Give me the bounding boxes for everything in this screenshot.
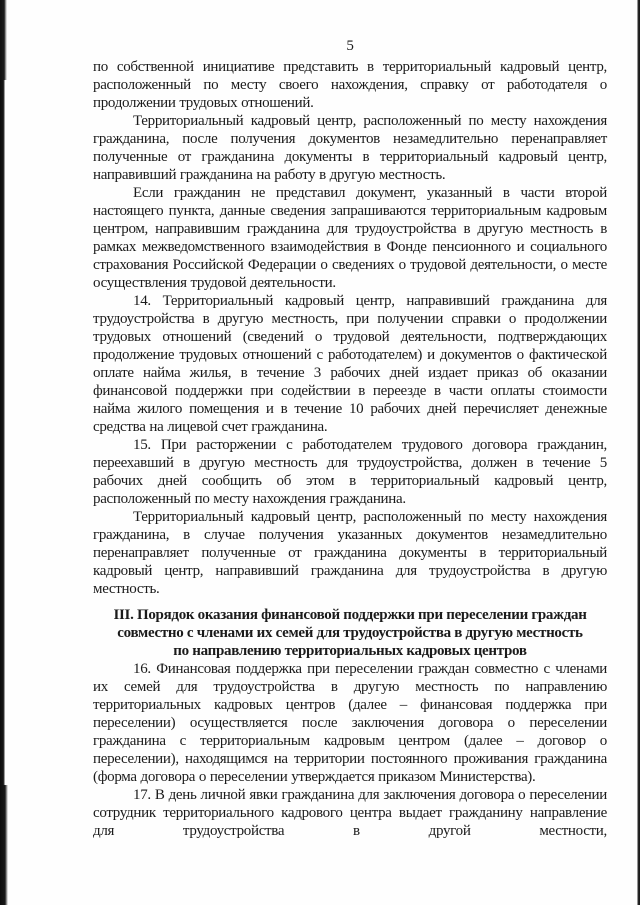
paragraph-continuation: по собственной инициативе представить в территориальный кадровый центр, расположенный по месту своего нахождения, справку от работодателя о продолжении трудовых отношений. <box>93 59 607 111</box>
paragraph: Если гражданин не представил документ, указанный в части второй настоящего пункта, данные сведения запрашиваются территориальным кадровым центром, направившим гражданина для трудоустройства в другую местность в рамках межведомственного взаимодействия в Фонде пенсионного и социального страхования Российской Федерации о сведениях о трудовой деятельности, о месте осуществления трудовой деятельности. <box>93 185 607 291</box>
document-body <box>93 58 607 840</box>
section-heading-line: совместно с членами их семей для трудоустройства в другую местность <box>117 625 583 641</box>
paragraph-item-15: 15. При расторжении с работодателем трудового договора гражданин, переехавший в другую местность для трудоустройства, должен в течение 5 рабочих дней сообщить об этом в территориальный кадровый центр, расположенный по месту нахождения гражданина. <box>93 437 607 507</box>
paragraph-item-14: 14. Территориальный кадровый центр, направивший гражданина для трудоустройства в другую местность, при получении справки о продолжении трудовых отношений (сведений о трудовой деятельности, подтверждающих продолжение трудовых отношений с работодателем) и документов о фактической оплате найма жилья, в течение 3 рабочих дней издает приказ об оказании финансовой поддержки при содействии в переезде в части оплаты стоимости найма жилого помещения и в течение 10 рабочих дней перечисляет денежные средства на лицевой счет гражданина. <box>93 293 607 435</box>
section-heading-line: III. Порядок оказания финансовой поддержки при переселении граждан <box>113 607 587 623</box>
section-heading-line: по направлению территориальных кадровых центров <box>173 643 527 659</box>
paragraph-item-17: 17. В день личной явки гражданина для заключения договора о переселении сотрудник территориального кадрового центра выдает гражданину направление для трудоустройства в другой местности, <box>93 787 607 839</box>
page-content <box>93 0 607 840</box>
section-heading <box>93 606 607 660</box>
paragraph-item-16: 16. Финансовая поддержка при переселении граждан совместно с членами их семей для трудоустройства в другую местность по направлению территориальных кадровых центров (далее – финансовая поддержка при переселении) осуществляется после заключения договора о переселении гражданина с территориальным кадровым центром (далее – договор о переселении), находящимся на территории постоянного проживания гражданина (форма договора о переселении утверждается приказом Министерства). <box>93 661 607 785</box>
paragraph: Территориальный кадровый центр, расположенный по месту нахождения гражданина, после получения документов незамедлительно перенаправляет полученные от гражданина документы в территориальный кадровый центр, направивший гражданина на работу в другую местность. <box>93 113 607 183</box>
scan-binding-edge-left <box>0 0 5 905</box>
page-number: 5 <box>346 38 354 54</box>
paragraph: Территориальный кадровый центр, расположенный по месту нахождения гражданина, в случае получения указанных документов незамедлительно перенаправляет полученные от гражданина документы в территориальный кадровый центр, направивший гражданина для трудоустройства в другую местность. <box>93 509 607 597</box>
